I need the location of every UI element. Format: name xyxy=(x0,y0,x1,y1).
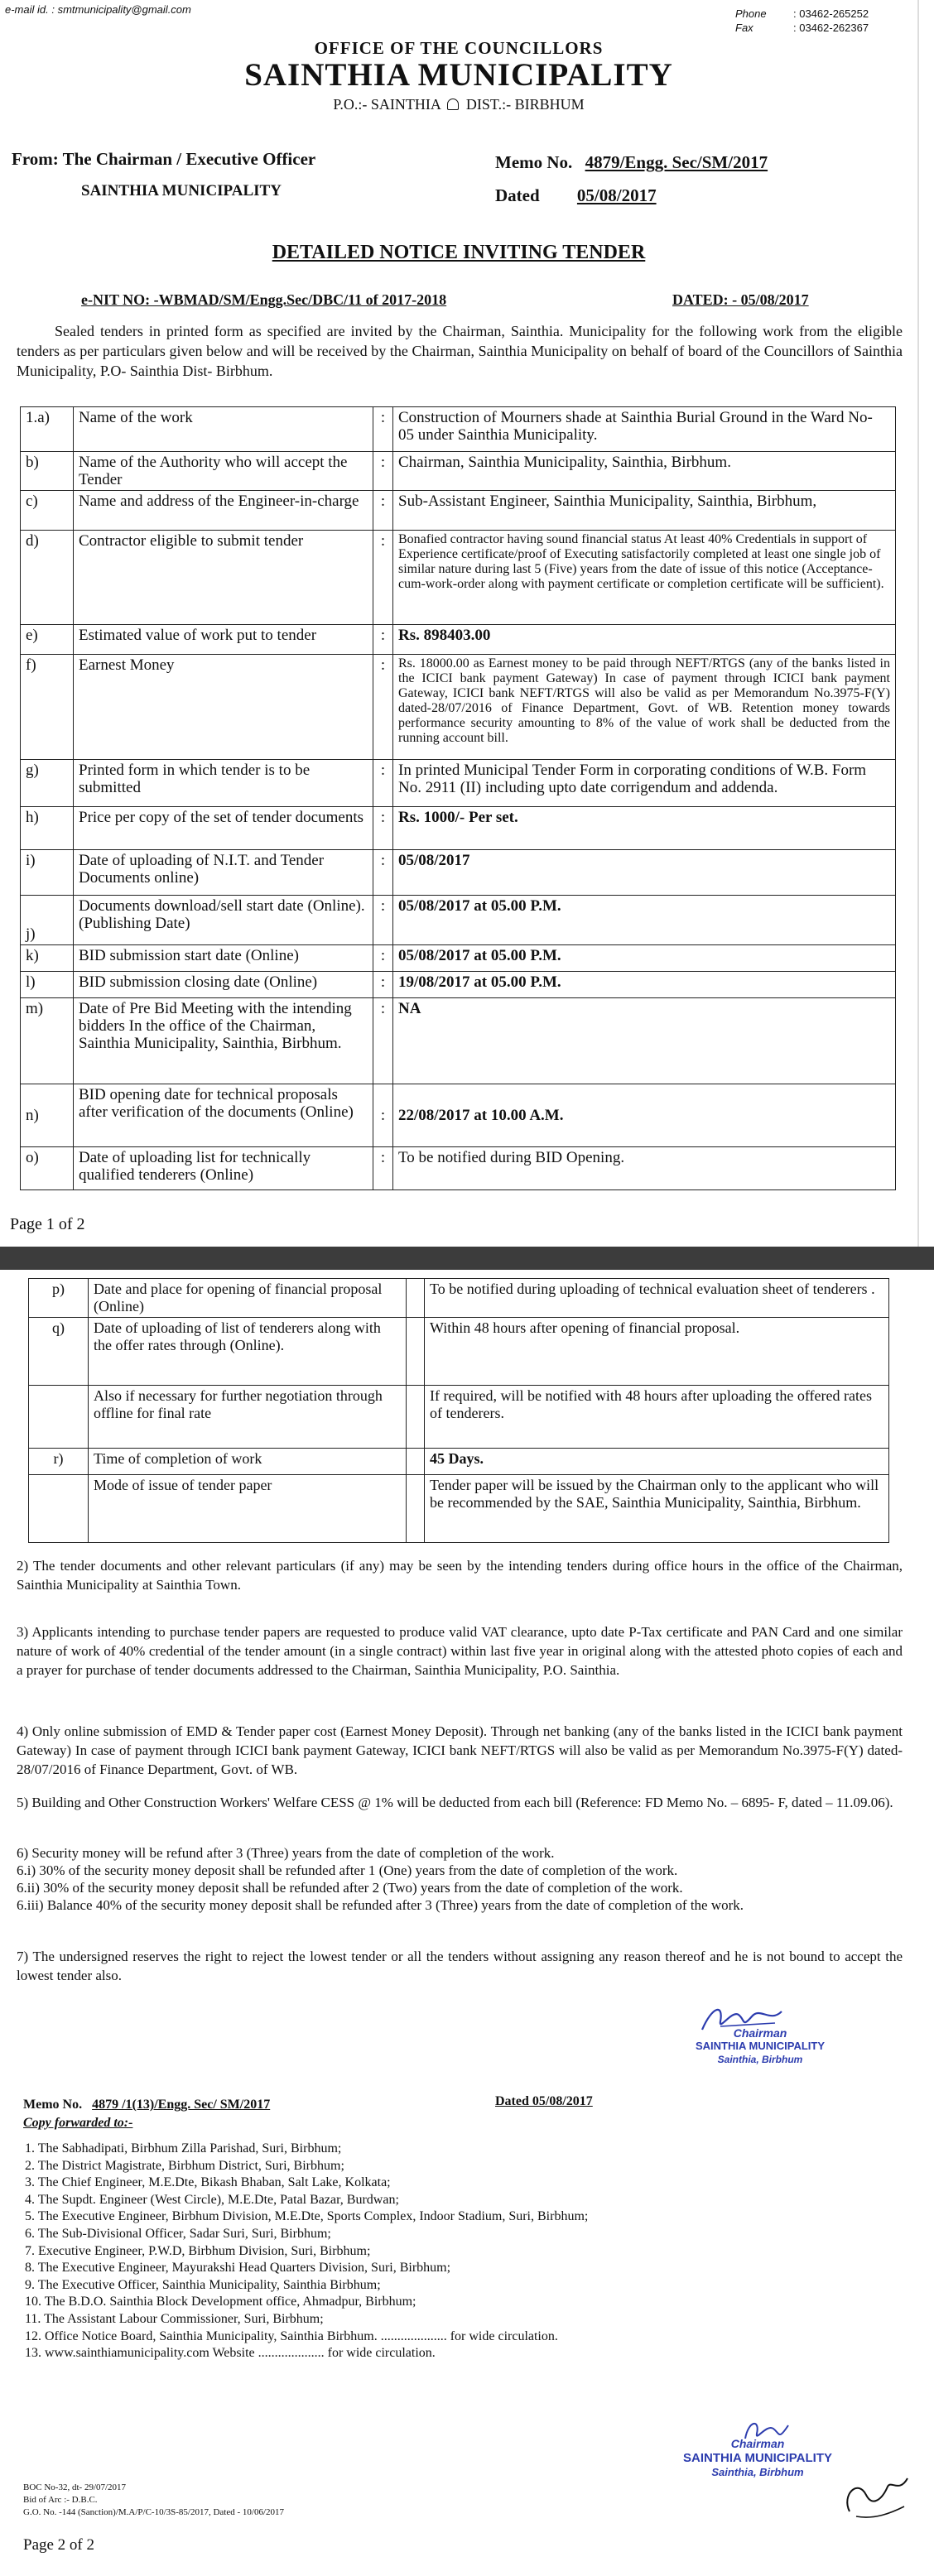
row-value: Tender paper will be issued by the Chairman only to the applicant who will be recommended by the SAE, Sainthia Municipality, Sainthia, Birbhum. xyxy=(425,1475,889,1543)
row-label: Name of the Authority who will accept the Tender xyxy=(74,452,373,491)
row-no: d) xyxy=(21,531,74,625)
row-no: b) xyxy=(21,452,74,491)
row-label: BID opening date for technical proposals after verification of the documents (Online) xyxy=(74,1084,373,1147)
row-no: r) xyxy=(29,1449,89,1475)
row-label: Contractor eligible to submit tender xyxy=(74,531,373,625)
list-item: 5. The Executive Engineer, Birbhum Division, M.E.Dte, Sports Complex, Indoor Stadium, Suri, Birbhum; xyxy=(25,2209,589,2224)
row-no: j) xyxy=(21,896,74,945)
memo-2-date: Dated 05/08/2017 xyxy=(495,2094,593,2108)
stamp-place: Sainthia, Birbhum xyxy=(711,2466,804,2478)
page-number-1: Page 1 of 2 xyxy=(10,1215,85,1233)
emblem-icon xyxy=(447,99,459,110)
memo-date xyxy=(495,185,657,206)
table-row: f) Earnest Money : Rs. 18000.00 as Earnest money to be paid through NEFT/RTGS (any of the banks listed in the ICICI bank payment Gateway) In case of payment through ICICI bank payment Gateway, ICICI bank NEFT/RTGS will also be valid as per Memorandum No.3975-F(Y) dated-28/07/2016 of Finance Department, Govt. of WB. Retention money towards performance security amounting to 8% of the value of work shall be deducted from the running account bill. xyxy=(21,655,896,760)
row-value: If required, will be notified with 48 hours after uploading the offered rates of tenderers. xyxy=(425,1386,889,1449)
footer-references xyxy=(23,2482,284,2519)
contact-block xyxy=(735,7,869,35)
table-row: k) BID submission start date (Online) : 05/08/2017 at 05.00 P.M. xyxy=(21,945,896,972)
list-item: 13. www.sainthiamunicipality.com Website .................... for wide circulation. xyxy=(25,2346,436,2361)
address-po: P.O.:- SAINTHIA xyxy=(333,96,441,113)
row-label: Price per copy of the set of tender documents xyxy=(74,807,373,850)
fax-number: : 03462-262367 xyxy=(793,22,869,34)
official-stamp-1 xyxy=(677,2026,843,2066)
page-number-2: Page 2 of 2 xyxy=(23,2536,95,2554)
row-label: Date of uploading of list of tenderers along with the offer rates through (Online). xyxy=(89,1318,407,1386)
row-no: i) xyxy=(21,850,74,896)
office-title: OFFICE OF THE COUNCILLORS xyxy=(314,38,604,58)
paragraph-6-main: 6) Security money will be refund after 3 (Three) years from the date of completion of the work. xyxy=(17,1845,555,1861)
memo-label: Memo No. xyxy=(495,152,573,172)
row-no: q) xyxy=(29,1318,89,1386)
row-value: To be notified during uploading of technical evaluation sheet of tenderers . xyxy=(425,1279,889,1318)
list-item: 1. The Sabhadipati, Birbhum Zilla Parishad, Suri, Birbhum; xyxy=(25,2141,342,2155)
row-label: Earnest Money xyxy=(74,655,373,760)
municipality-title: SAINTHIA MUNICIPALITY xyxy=(244,57,673,93)
table-row xyxy=(29,1475,889,1543)
row-label: Also if necessary for further negotiation through offline for final rate xyxy=(89,1386,407,1449)
table-row: m) Date of Pre Bid Meeting with the intending bidders In the office of the Chairman, Sainthia Municipality, Sainthia, Birbhum. : NA xyxy=(21,998,896,1084)
copy-list xyxy=(25,2141,588,2362)
row-value: Chairman, Sainthia Municipality, Sainthia, Birbhum. xyxy=(393,452,896,491)
paragraph-6-ii: 6.ii) 30% of the security money deposit shall be refunded after 2 (Two) years from the date of completion of the work. xyxy=(17,1880,683,1896)
row-no: h) xyxy=(21,807,74,850)
phone-label: Phone xyxy=(735,7,767,20)
from-line: From: The Chairman / Executive Officer xyxy=(12,149,316,169)
intro-paragraph: Sealed tenders in printed form as specified are invited by the Chairman, Sainthia. Municipality for the following work from the eligible tenders as per particulars given below and will be received by the Chairman, Sainthia Municipality on behalf of board of the Councillors of Sainthia Municipality, P.O- Sainthia Dist- Birbhum. xyxy=(17,323,903,379)
bid-reference: Bid of Arc :- D.B.C. xyxy=(23,2495,98,2505)
table-row: i) Date of uploading of N.I.T. and Tender Documents online) : 05/08/2017 xyxy=(21,850,896,896)
paragraph-5: 5) Building and Other Construction Workers' Welfare CESS @ 1% will be deducted from each bill (Reference: FD Memo No. – 6895- F, dated – 11.09.06). xyxy=(17,1795,893,1810)
stamp-title: Chairman xyxy=(730,2437,785,2450)
table-row: n) BID opening date for technical proposals after verification of the documents (Online) : 22/08/2017 at 10.00 A.M. xyxy=(21,1084,896,1147)
table-row xyxy=(29,1279,889,1318)
row-label: Printed form in which tender is to be submitted xyxy=(74,760,373,807)
row-value: 45 Days. xyxy=(425,1449,889,1475)
enit-number: e-NIT NO: -WBMAD/SM/Engg.Sec/DBC/11 of 2017-2018 xyxy=(81,291,447,308)
stamp-org: SAINTHIA MUNICIPALITY xyxy=(683,2451,832,2465)
page-1 xyxy=(0,0,919,1247)
list-item: 12. Office Notice Board, Sainthia Municipality, Sainthia Birbhum. .................... for wide circulation. xyxy=(25,2328,558,2343)
row-no: e) xyxy=(21,625,74,655)
row-label: Time of completion of work xyxy=(89,1449,407,1475)
list-item: 9. The Executive Officer, Sainthia Municipality, Sainthia Birbhum; xyxy=(25,2277,381,2292)
list-item: 2. The District Magistrate, Birbhum District, Suri, Birbhum; xyxy=(25,2158,344,2173)
phone-number: : 03462-265252 xyxy=(793,7,869,20)
row-no: m) xyxy=(21,998,74,1084)
table-row: h) Price per copy of the set of tender documents : Rs. 1000/- Per set. xyxy=(21,807,896,850)
dated-label: Dated xyxy=(495,185,540,205)
table-row: l) BID submission closing date (Online) : 19/08/2017 at 05.00 P.M. xyxy=(21,972,896,998)
table-row: b) Name of the Authority who will accept the Tender : Chairman, Sainthia Municipality, Sainthia, Birbhum. xyxy=(21,452,896,491)
email-address: e-mail id. : smtmunicipality@gmail.com xyxy=(5,3,191,16)
row-value: Construction of Mourners shade at Sainthia Burial Ground in the Ward No- 05 under Sainthia Municipality. xyxy=(393,407,896,452)
row-no: 1.a) xyxy=(21,407,74,452)
table-row: j) Documents download/sell start date (Online). (Publishing Date) : 05/08/2017 at 05.00 P.M. xyxy=(21,896,896,945)
paragraph-4: 4) Only online submission of EMD & Tender paper cost (Earnest Money Deposit). Through net banking (any of the banks listed in the ICICI bank payment Gateway) In case of payment through ICICI bank payment Gateway, ICICI bank NEFT/RTGS will also be valid as per Memorandum No.3975-F(Y) dated-28/07/2016 of Finance Department, Govt. of WB. xyxy=(17,1723,903,1777)
list-item: 8. The Executive Engineer, Mayurakshi Head Quarters Division, Suri, Birbhum; xyxy=(25,2261,451,2276)
page-separator xyxy=(0,1247,934,1270)
row-label: Date of uploading of N.I.T. and Tender Documents online) xyxy=(74,850,373,896)
row-value: Within 48 hours after opening of financial proposal. xyxy=(425,1318,889,1386)
official-stamp-2 xyxy=(662,2437,853,2479)
paragraph-7: 7) The undersigned reserves the right to reject the lowest tender or all the tenders without assigning any reason thereof and he is not bound to accept the lowest tender also. xyxy=(17,1949,903,1983)
list-item: 3. The Chief Engineer, M.E.Dte, Bikash Bhaban, Salt Lake, Kolkata; xyxy=(25,2175,391,2190)
list-item: 10. The B.D.O. Sainthia Block Development office, Ahmadpur, Birbhum; xyxy=(25,2295,416,2309)
row-no: o) xyxy=(21,1147,74,1190)
paragraph-2: 2) The tender documents and other relevant particulars (if any) may be seen by the intending tenders during office hours in the office of the Chairman, Sainthia Municipality at Sainthia Town. xyxy=(17,1558,903,1593)
memo-number xyxy=(495,152,768,173)
row-label: BID submission closing date (Online) xyxy=(74,972,373,998)
row-no: f) xyxy=(21,655,74,760)
copy-forwarded-label: Copy forwarded to:- xyxy=(23,2116,133,2130)
paragraph-3: 3) Applicants intending to purchase tender papers are requested to produce valid VAT clearance, upto date P-Tax certificate and PAN Card and one similar nature of work of 40% credential of the tender amount (in a single contract) within last five year in original along with the attested photo copies of each and a prayer for purchase of tender documents addressed to the Chairman, Sainthia Municipality, P.O. Sainthia. xyxy=(17,1624,903,1678)
row-value: 05/08/2017 at 05.00 P.M. xyxy=(393,945,896,972)
row-no xyxy=(29,1386,89,1449)
from-office: SAINTHIA MUNICIPALITY xyxy=(81,182,282,199)
row-no xyxy=(29,1475,89,1543)
tender-table-2 xyxy=(28,1278,889,1543)
row-label: Estimated value of work put to tender xyxy=(74,625,373,655)
go-reference: G.O. No. -144 (Sanction)/M.A/P/C-10/3S-85/2017, Dated - 10/06/2017 xyxy=(23,2507,285,2517)
table-row: d) Contractor eligible to submit tender : Bonafied contractor having sound financial status At least 40% Credentials in support of Experience certificate/proof of Executing satisfactorily completed at least one single job of similar nature during last 5 (Five) years from the date of issue of this notice (Acceptance-cum-work-order along with payment certificate or completion certificate will be sufficient). xyxy=(21,531,896,625)
memo-2-label: Memo No. xyxy=(23,2098,83,2112)
memo-value: 4879/Engg. Sec/SM/2017 xyxy=(585,152,768,172)
fax-label: Fax xyxy=(735,22,753,34)
row-label: Mode of issue of tender paper xyxy=(89,1475,407,1543)
table-row: c) Name and address of the Engineer-in-charge : Sub-Assistant Engineer, Sainthia Municipality, Sainthia, Birbhum, xyxy=(21,491,896,531)
row-no: k) xyxy=(21,945,74,972)
stamp-place: Sainthia, Birbhum xyxy=(717,2054,803,2065)
row-no: c) xyxy=(21,491,74,531)
page-2 xyxy=(0,1270,917,2576)
row-label: BID submission start date (Online) xyxy=(74,945,373,972)
list-item: 6. The Sub-Divisional Officer, Sadar Suri, Suri, Birbhum; xyxy=(25,2226,331,2241)
table-row: e) Estimated value of work put to tender : Rs. 898403.00 xyxy=(21,625,896,655)
row-label: Documents download/sell start date (Online). (Publishing Date) xyxy=(74,896,373,945)
row-label: Date of uploading list for technically qualified tenderers (Online) xyxy=(74,1147,373,1190)
memo-2 xyxy=(23,2098,270,2112)
paragraph-6-iii: 6.iii) Balance 40% of the security money deposit shall be refunded after 3 (Three) years from the date of completion of the work. xyxy=(17,1897,744,1913)
boc-reference: BOC No-32, dt- 29/07/2017 xyxy=(23,2482,127,2492)
row-value: Rs. 1000/- Per set. xyxy=(393,807,896,850)
table-row: 1.a) Name of the work : Construction of Mourners shade at Sainthia Burial Ground in the Ward No- 05 under Sainthia Municipality. xyxy=(21,407,896,452)
row-value: Rs. 18000.00 as Earnest money to be paid through NEFT/RTGS (any of the banks listed in the ICICI bank payment Gateway) In case of payment through ICICI bank payment Gateway, ICICI bank NEFT/RTGS will also be valid as per Memorandum No.3975-F(Y) dated-28/07/2016 of Finance Department, Govt. of WB. Retention money towards performance security amounting to 8% of the value of work shall be deducted from the running account bill. xyxy=(393,655,896,760)
notice-title: DETAILED NOTICE INVITING TENDER xyxy=(272,242,646,263)
tender-table-1 xyxy=(20,406,896,1190)
row-value: Rs. 898403.00 xyxy=(393,625,896,655)
address-dist: DIST.:- BIRBHUM xyxy=(465,96,585,113)
row-value: In printed Municipal Tender Form in corporating conditions of W.B. Form No. 2911 (II) including upto date corrigendum and addenda. xyxy=(393,760,896,807)
row-label: Date of Pre Bid Meeting with the intending bidders In the office of the Chairman, Sainthia Municipality, Sainthia, Birbhum. xyxy=(74,998,373,1084)
signature-3 xyxy=(833,2462,916,2528)
paragraph-6 xyxy=(17,1844,903,1914)
table-row xyxy=(29,1449,889,1475)
table-row xyxy=(29,1318,889,1386)
row-value: 05/08/2017 at 05.00 P.M. xyxy=(393,896,896,945)
address-line xyxy=(0,96,917,113)
row-value: 22/08/2017 at 10.00 A.M. xyxy=(393,1084,896,1147)
list-item: 7. Executive Engineer, P.W.D, Birbhum Division, Suri, Birbhum; xyxy=(25,2243,371,2258)
dated-value: 05/08/2017 xyxy=(576,185,657,205)
table-row: g) Printed form in which tender is to be submitted : In printed Municipal Tender Form in corporating conditions of W.B. Form No. 2911 (II) including upto date corrigendum and addenda. xyxy=(21,760,896,807)
row-value: Bonafied contractor having sound financial status At least 40% Credentials in support of Experience certificate/proof of Executing satisfactorily completed at least one single job of similar nature during last 5 (Five) years from the date of issue of this notice (Acceptance-cum-work-order along with payment certificate or completion certificate will be sufficient). xyxy=(393,531,896,625)
memo-2-value: 4879 /1(13)/Engg. Sec/ SM/2017 xyxy=(92,2098,271,2112)
table-row: o) Date of uploading list for technically qualified tenderers (Online) : To be notified during BID Opening. xyxy=(21,1147,896,1190)
row-no: l) xyxy=(21,972,74,998)
table-row xyxy=(29,1386,889,1449)
row-no: p) xyxy=(29,1279,89,1318)
list-item: 4. The Supdt. Engineer (West Circle), M.E.Dte, Patal Bazar, Burdwan; xyxy=(25,2192,399,2207)
row-value: NA xyxy=(393,998,896,1084)
row-value: Sub-Assistant Engineer, Sainthia Municipality, Sainthia, Birbhum, xyxy=(393,491,896,531)
stamp-org: SAINTHIA MUNICIPALITY xyxy=(696,2040,825,2052)
row-value: To be notified during BID Opening. xyxy=(393,1147,896,1190)
row-value: 05/08/2017 xyxy=(393,850,896,896)
enit-date: DATED: - 05/08/2017 xyxy=(672,291,809,308)
row-no: n) xyxy=(21,1084,74,1147)
paragraph-6-i: 6.i) 30% of the security money deposit shall be refunded after 1 (One) years from the date of completion of the work. xyxy=(17,1862,678,1878)
row-no: g) xyxy=(21,760,74,807)
row-label: Name and address of the Engineer-in-charge xyxy=(74,491,373,531)
row-label: Name of the work xyxy=(74,407,373,452)
row-label: Date and place for opening of financial proposal (Online) xyxy=(89,1279,407,1318)
list-item: 11. The Assistant Labour Commissioner, Suri, Birbhum; xyxy=(25,2311,324,2326)
stamp-title: Chairman xyxy=(733,2026,787,2040)
row-value: 19/08/2017 at 05.00 P.M. xyxy=(393,972,896,998)
